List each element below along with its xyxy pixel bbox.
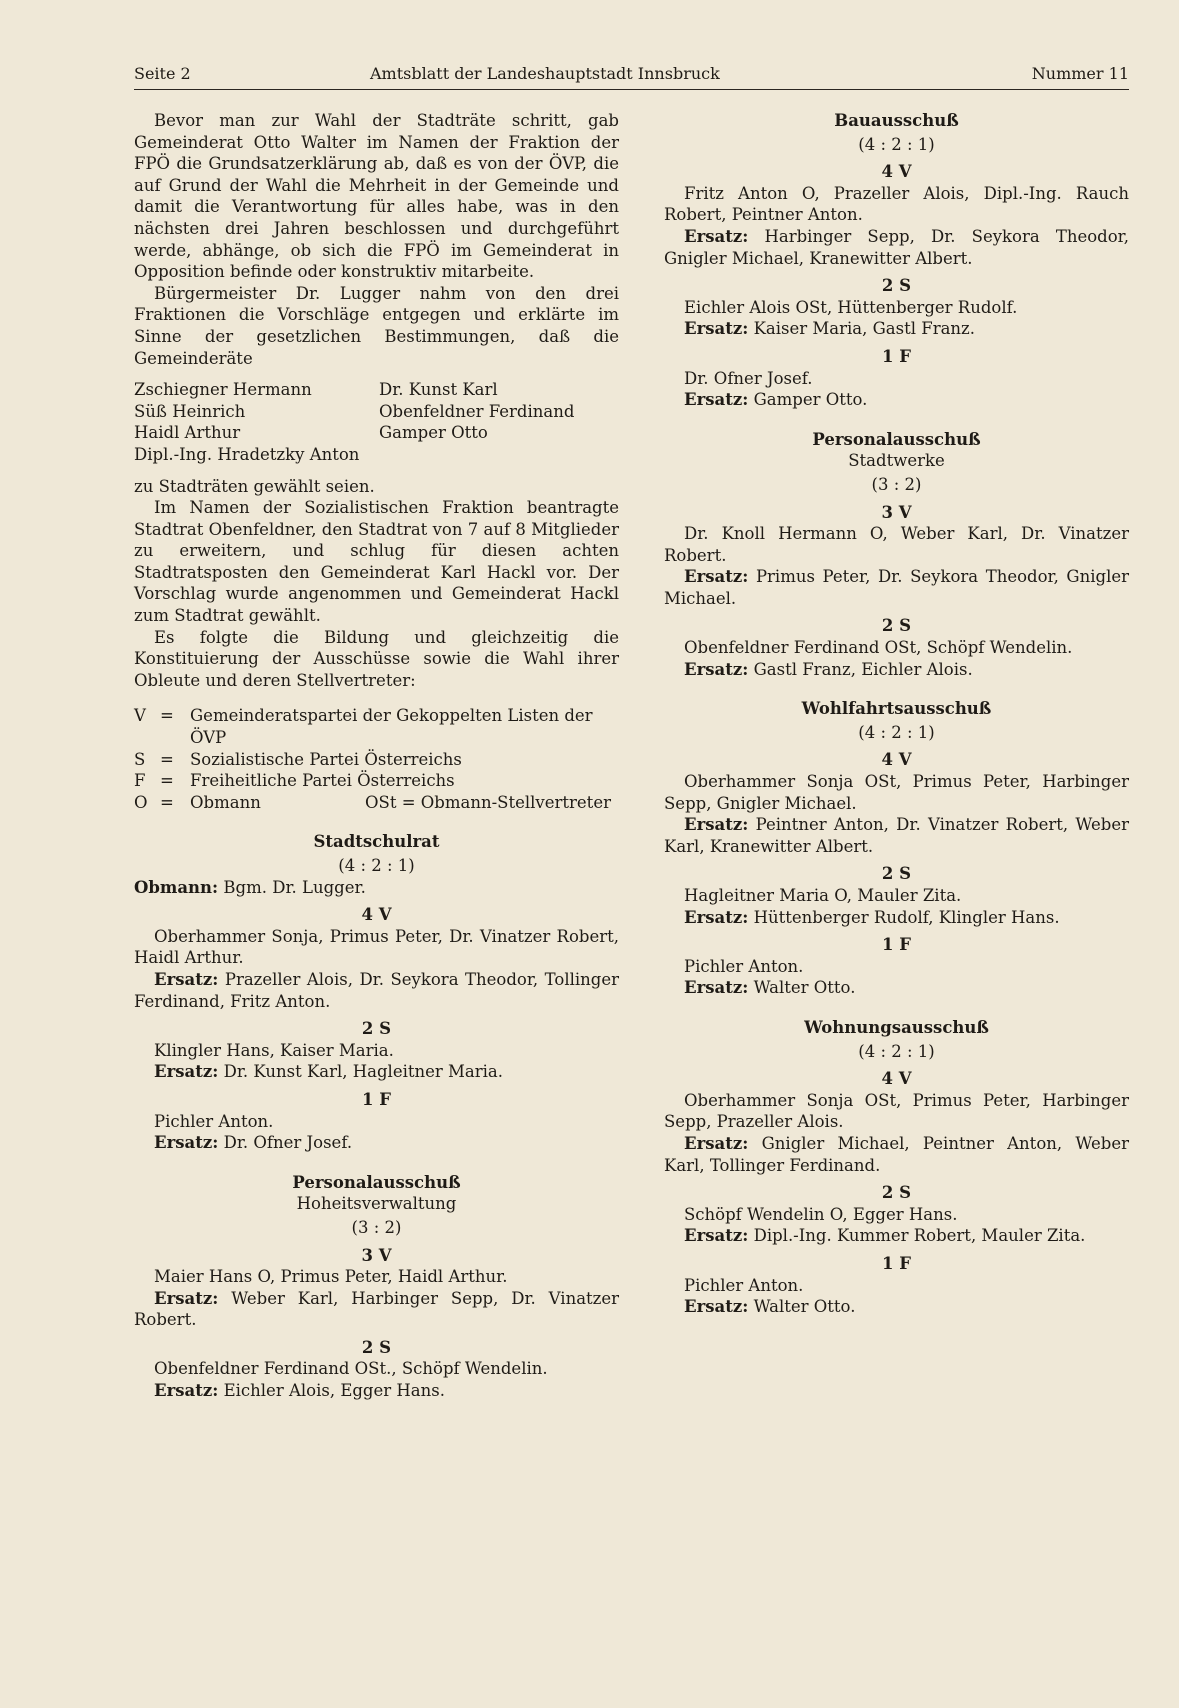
section-title: Stadtschulrat bbox=[313, 832, 440, 852]
section-title: Personalausschuß bbox=[292, 1172, 461, 1192]
name: Zschiegner Hermann bbox=[134, 380, 312, 400]
name: Dr. Kunst Karl bbox=[379, 380, 498, 400]
running-header bbox=[134, 64, 1129, 90]
left-column bbox=[134, 110, 619, 1402]
legend-row: F = Freiheitliche Partei Österreichs bbox=[134, 771, 455, 791]
name: Dipl.-Ing. Hradetzky Anton bbox=[134, 444, 360, 464]
abbreviation-legend bbox=[134, 705, 619, 813]
section-bauausschuss: Bauausschuß (4 : 2 : 1) 4 V Fritz Anton O, Prazeller Alois, Dipl.-Ing. Rauch Robert, Peintner Anton. Ersatz: Harbinger Sepp, Dr. Seykora Theodor, Gnigler Michael, Kranewitter Albert. 2 S Eichler Alois OSt, Hüttenberger Rudolf. Ersatz: Kaiser Maria, Gastl Franz. 1 F Dr. Ofner Josef. Ersatz: Gamper Otto. bbox=[664, 111, 1129, 410]
elected-councillors bbox=[134, 379, 619, 465]
paragraph: Es folgte die Bildung und gleichzeitig die Konstituierung der Ausschüsse sowie die Wahl ihrer Obleute und deren Stellvertreter: bbox=[134, 627, 619, 690]
section-stadtschulrat: Stadtschulrat (4 : 2 : 1) Obmann: Bgm. Dr. Lugger. 4 V Oberhammer Sonja, Primus Peter, Dr. Vinatzer Robert, Haidl Arthur. Ersatz: Prazeller Alois, Dr. Seykora Theodor, Tollinger Ferdinand, Fritz Anton. 2 S Klingler Hans, Kaiser Maria. Ersatz: Dr. Kunst Karl, Hagleitner Maria. 1 F Pichler Anton. Ersatz: Dr. Ofner Josef. bbox=[134, 832, 619, 1153]
section-title: Bauausschuß bbox=[834, 111, 959, 130]
paragraph: zu Stadträten gewählt seien. bbox=[134, 476, 375, 496]
publication-title: Amtsblatt der Landeshauptstadt Innsbruck bbox=[370, 64, 720, 83]
page-number: Seite 2 bbox=[134, 64, 191, 83]
name: Obenfeldner Ferdinand bbox=[379, 401, 575, 421]
section-personalausschuss-stadtwerke: Personalausschuß Stadtwerke (3 : 2) 3 V Dr. Knoll Hermann O, Weber Karl, Dr. Vinatzer Robert. Ersatz: Primus Peter, Dr. Seykora Theodor, Gnigler Michael. 2 S Obenfeldner Ferdinand OSt, Schöpf Wendelin. Ersatz: Gastl Franz, Eichler Alois. bbox=[664, 429, 1130, 679]
issue-number: Nummer 11 bbox=[1031, 64, 1129, 83]
paragraph: Bevor man zur Wahl der Stadträte schritt, gab Gemeinderat Otto Walter im Namen der Fraktion der FPÖ die Grundsatzerklärung ab, daß es von der ÖVP, die auf Grund der Wahl die Mehrheit in der Gemeinde und damit die Verantwortung für alles habe, was in den nächsten drei Jahren beschlossen und durchgeführt werde, abhänge, ob sich die FPÖ im Gemeinderat in Opposition befinde oder konstruktiv mitarbeite. bbox=[134, 111, 619, 282]
name: Süß Heinrich bbox=[134, 401, 246, 421]
legend-row: S = Sozialistische Partei Österreichs bbox=[134, 749, 462, 769]
paragraph: Bürgermeister Dr. Lugger nahm von den drei Fraktionen die Vorschläge entgegen und erklärte im Sinne der gesetzlichen Bestimmungen, daß die Gemeinderäte bbox=[134, 283, 619, 368]
name: Gamper Otto bbox=[379, 423, 488, 443]
section-personalausschuss-hoheitsverwaltung: Personalausschuß Hoheitsverwaltung (3 : 2) 3 V Maier Hans O, Primus Peter, Haidl Arthur. Ersatz: Weber Karl, Harbinger Sepp, Dr. Vinatzer Robert. 2 S Obenfeldner Ferdinand OSt., Schöpf Wendelin. Ersatz: Eichler Alois, Egger Hans. bbox=[134, 1172, 620, 1401]
legend-row: O = Obmann OSt = Obmann-Stellvertreter bbox=[134, 792, 611, 812]
legend-row: V = Gemeinderatspartei der Gekoppelten Listen der ÖVP bbox=[134, 706, 593, 748]
right-column bbox=[664, 110, 1129, 1318]
section-wohnungsausschuss: Wohnungsausschuß (4 : 2 : 1) 4 V Oberhammer Sonja OSt, Primus Peter, Harbinger Sepp, Prazeller Alois. Ersatz: Gnigler Michael, Peintner Anton, Weber Karl, Tollinger Ferdinand. 2 S Schöpf Wendelin O, Egger Hans. Ersatz: Dipl.-Ing. Kummer Robert, Mauler Zita. 1 F Pichler Anton. Ersatz: Walter Otto. bbox=[664, 1017, 1129, 1317]
paragraph: Im Namen der Sozialistischen Fraktion beantragte Stadtrat Obenfeldner, den Stadtrat von 7 auf 8 Mitglieder zu erweitern, und schlug für diesen achten Stadtratsposten den Gemeinderat Karl Hackl vor. Der Vorschlag wurde angenommen und Gemeinderat Hackl zum Stadtrat gewählt. bbox=[134, 498, 619, 626]
section-title: Wohlfahrtsausschuß bbox=[801, 699, 992, 719]
name bbox=[379, 444, 619, 466]
name: Haidl Arthur bbox=[134, 423, 241, 443]
section-title: Personalausschuß bbox=[812, 429, 981, 449]
section-title: Wohnungsausschuß bbox=[804, 1017, 989, 1037]
section-wohlfahrtsausschuss: Wohlfahrtsausschuß (4 : 2 : 1) 4 V Oberhammer Sonja OSt, Primus Peter, Harbinger Sepp, Gnigler Michael. Ersatz: Peintner Anton, Dr. Vinatzer Robert, Weber Karl, Kranewitter Albert. 2 S Hagleitner Maria O, Mauler Zita. Ersatz: Hüttenberger Rudolf, Klingler Hans. 1 F Pichler Anton. Ersatz: Walter Otto. bbox=[664, 699, 1130, 998]
